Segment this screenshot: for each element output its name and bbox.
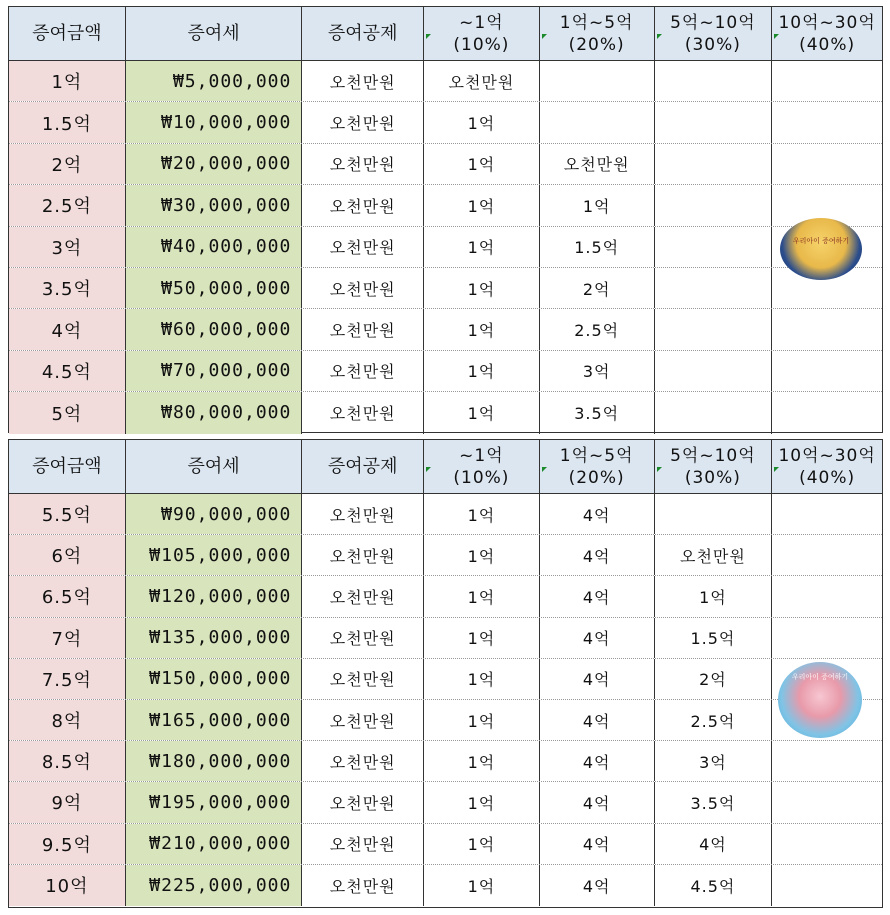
gift-tax-table-1: [8, 6, 883, 433]
bracket-10-cell: 1억: [424, 700, 540, 740]
bracket-20-cell: 4억: [540, 576, 655, 616]
table-row: [9, 61, 882, 102]
bracket-range: 5억~10억: [670, 12, 756, 33]
gift-amount-cell: 3.5억: [9, 268, 126, 308]
table-row: [9, 494, 882, 535]
gift-amount-cell: 6.5억: [9, 576, 126, 616]
bracket-20-cell: 4억: [540, 494, 655, 534]
gift-amount-cell: 4억: [9, 309, 126, 349]
bracket-40-cell: [772, 351, 882, 391]
gift-amount-cell: 8.5억: [9, 741, 126, 781]
table-row: [9, 659, 882, 700]
bracket-30-cell: [655, 61, 773, 101]
badge-title: 우리아이 증여하기: [791, 673, 849, 681]
gift-tax-cell: ₩90,000,000: [126, 494, 303, 534]
deduction-cell: 오천만원: [302, 535, 424, 575]
header-gift-deduction: 증여공제: [302, 7, 424, 60]
gift-tax-cell: ₩165,000,000: [126, 700, 303, 740]
gift-tax-cell: ₩150,000,000: [126, 659, 303, 699]
bracket-20-cell: 오천만원: [540, 144, 655, 184]
gift-amount-cell: 7.5억: [9, 659, 126, 699]
bracket-10-cell: 1억: [424, 865, 540, 906]
header-bracket-10: [424, 7, 540, 60]
header-gift-tax: 증여세: [126, 440, 303, 493]
bracket-40-cell: [772, 494, 882, 534]
bracket-40-cell: [772, 144, 882, 184]
gift-tax-table-2: [8, 439, 883, 908]
bracket-rate: (20%): [568, 467, 625, 488]
bracket-20-cell: 2억: [540, 268, 655, 308]
bracket-40-cell: [772, 392, 882, 433]
bracket-30-cell: 1.5억: [655, 618, 773, 658]
deduction-cell: 오천만원: [302, 824, 424, 864]
bracket-10-cell: 1억: [424, 618, 540, 658]
bracket-10-cell: 1억: [424, 309, 540, 349]
header-bracket-30: [655, 7, 773, 60]
gift-tax-cell: ₩20,000,000: [126, 144, 303, 184]
gift-tax-cell: ₩135,000,000: [126, 618, 303, 658]
bracket-20-cell: 4억: [540, 700, 655, 740]
bracket-range: 10억~30억: [778, 445, 876, 466]
gift-tax-cell: ₩50,000,000: [126, 268, 303, 308]
bracket-20-cell: 4억: [540, 535, 655, 575]
bracket-10-cell: 1억: [424, 824, 540, 864]
bracket-30-cell: [655, 309, 773, 349]
header-gift-amount: 증여금액: [9, 7, 126, 60]
header-bracket-20: [540, 440, 655, 493]
gift-amount-cell: 7억: [9, 618, 126, 658]
gift-tax-cell: ₩195,000,000: [126, 782, 303, 822]
bracket-30-cell: [655, 392, 773, 433]
table-row: [9, 102, 882, 143]
bracket-10-cell: 1억: [424, 782, 540, 822]
bracket-10-cell: 1억: [424, 576, 540, 616]
bracket-rate: (40%): [799, 467, 856, 488]
bracket-40-cell: [772, 576, 882, 616]
deduction-cell: 오천만원: [302, 185, 424, 225]
table-row: [9, 227, 882, 268]
table-row: [9, 576, 882, 617]
bracket-rate: (30%): [684, 467, 741, 488]
table-row: [9, 309, 882, 350]
deduction-cell: 오천만원: [302, 576, 424, 616]
bracket-rate: (40%): [799, 34, 856, 55]
gift-tax-cell: ₩70,000,000: [126, 351, 303, 391]
header-gift-tax: 증여세: [126, 7, 303, 60]
bracket-30-cell: [655, 102, 773, 142]
bracket-20-cell: 4억: [540, 824, 655, 864]
deduction-cell: 오천만원: [302, 144, 424, 184]
gift-tax-cell: ₩30,000,000: [126, 185, 303, 225]
deduction-cell: 오천만원: [302, 61, 424, 101]
gift-tax-cell: ₩225,000,000: [126, 865, 303, 906]
bracket-20-cell: [540, 61, 655, 101]
header-gift-amount: 증여금액: [9, 440, 126, 493]
bracket-10-cell: 1억: [424, 102, 540, 142]
badge-title: 우리아이 증여하기: [792, 237, 850, 245]
bracket-10-cell: 1억: [424, 659, 540, 699]
table-header-row: [9, 7, 882, 61]
bracket-range: ~1억: [459, 445, 504, 466]
table-row: [9, 351, 882, 392]
bracket-10-cell: 1억: [424, 494, 540, 534]
bracket-30-cell: 오천만원: [655, 535, 773, 575]
bracket-range: 1억~5억: [559, 12, 634, 33]
gift-tax-cell: ₩120,000,000: [126, 576, 303, 616]
header-bracket-20: [540, 7, 655, 60]
header-bracket-40: [772, 7, 882, 60]
bracket-20-cell: 3억: [540, 351, 655, 391]
header-gift-deduction: 증여공제: [302, 440, 424, 493]
gift-tax-cell: ₩105,000,000: [126, 535, 303, 575]
bracket-30-cell: 2.5억: [655, 700, 773, 740]
bracket-rate: (10%): [453, 467, 510, 488]
deduction-cell: 오천만원: [302, 782, 424, 822]
gift-amount-cell: 6억: [9, 535, 126, 575]
bracket-40-cell: [772, 865, 882, 906]
table-row: [9, 782, 882, 823]
bracket-20-cell: 4억: [540, 782, 655, 822]
bracket-rate: (30%): [684, 34, 741, 55]
table-header-row: [9, 440, 882, 494]
table-row: [9, 185, 882, 226]
bracket-30-cell: [655, 351, 773, 391]
deduction-cell: 오천만원: [302, 227, 424, 267]
gift-amount-cell: 1.5억: [9, 102, 126, 142]
bracket-range: 1억~5억: [559, 445, 634, 466]
book-cover-badge-icon: [778, 662, 862, 738]
bracket-30-cell: [655, 144, 773, 184]
bracket-40-cell: [772, 102, 882, 142]
bracket-rate: (20%): [568, 34, 625, 55]
deduction-cell: 오천만원: [302, 865, 424, 906]
bracket-10-cell: 1억: [424, 268, 540, 308]
bracket-10-cell: 1억: [424, 185, 540, 225]
table-body: [9, 61, 882, 434]
bracket-range: 5억~10억: [670, 445, 756, 466]
book-cover-badge-icon: [780, 218, 862, 280]
table-row: [9, 618, 882, 659]
deduction-cell: 오천만원: [302, 494, 424, 534]
table-row: [9, 741, 882, 782]
bracket-30-cell: [655, 494, 773, 534]
deduction-cell: 오천만원: [302, 102, 424, 142]
bracket-30-cell: 3.5억: [655, 782, 773, 822]
deduction-cell: 오천만원: [302, 700, 424, 740]
deduction-cell: 오천만원: [302, 741, 424, 781]
bracket-range: ~1억: [459, 12, 504, 33]
bracket-20-cell: 1.5억: [540, 227, 655, 267]
gift-tax-cell: ₩80,000,000: [126, 392, 303, 433]
bracket-40-cell: [772, 309, 882, 349]
gift-amount-cell: 1억: [9, 61, 126, 101]
deduction-cell: 오천만원: [302, 309, 424, 349]
bracket-10-cell: 1억: [424, 535, 540, 575]
bracket-40-cell: [772, 618, 882, 658]
bracket-30-cell: [655, 268, 773, 308]
deduction-cell: 오천만원: [302, 351, 424, 391]
table-row: [9, 700, 882, 741]
gift-tax-cell: ₩5,000,000: [126, 61, 303, 101]
bracket-40-cell: [772, 61, 882, 101]
bracket-30-cell: 4.5억: [655, 865, 773, 906]
deduction-cell: 오천만원: [302, 618, 424, 658]
bracket-20-cell: 4억: [540, 618, 655, 658]
bracket-20-cell: 4억: [540, 741, 655, 781]
header-bracket-10: [424, 440, 540, 493]
bracket-20-cell: 2.5억: [540, 309, 655, 349]
bracket-20-cell: 3.5억: [540, 392, 655, 433]
bracket-10-cell: 1억: [424, 392, 540, 433]
bracket-10-cell: 1억: [424, 741, 540, 781]
bracket-30-cell: 4억: [655, 824, 773, 864]
header-bracket-40: [772, 440, 882, 493]
bracket-40-cell: [772, 782, 882, 822]
table-row: [9, 535, 882, 576]
gift-amount-cell: 4.5억: [9, 351, 126, 391]
table-row: [9, 392, 882, 433]
deduction-cell: 오천만원: [302, 268, 424, 308]
deduction-cell: 오천만원: [302, 392, 424, 433]
bracket-range: 10억~30억: [778, 12, 876, 33]
gift-amount-cell: 2.5억: [9, 185, 126, 225]
gift-amount-cell: 2억: [9, 144, 126, 184]
bracket-10-cell: 오천만원: [424, 61, 540, 101]
bracket-10-cell: 1억: [424, 227, 540, 267]
table-row: [9, 268, 882, 309]
gift-tax-cell: ₩60,000,000: [126, 309, 303, 349]
gift-tax-cell: ₩10,000,000: [126, 102, 303, 142]
bracket-10-cell: 1억: [424, 144, 540, 184]
bracket-20-cell: 4억: [540, 865, 655, 906]
bracket-20-cell: 4억: [540, 659, 655, 699]
bracket-30-cell: 1억: [655, 576, 773, 616]
table-body: [9, 494, 882, 906]
table-row: [9, 824, 882, 865]
bracket-30-cell: 2억: [655, 659, 773, 699]
bracket-30-cell: [655, 227, 773, 267]
gift-amount-cell: 5억: [9, 392, 126, 433]
bracket-30-cell: 3억: [655, 741, 773, 781]
bracket-20-cell: 1억: [540, 185, 655, 225]
gift-amount-cell: 9억: [9, 782, 126, 822]
gift-amount-cell: 8억: [9, 700, 126, 740]
bracket-10-cell: 1억: [424, 351, 540, 391]
bracket-40-cell: [772, 824, 882, 864]
table-row: [9, 144, 882, 185]
bracket-20-cell: [540, 102, 655, 142]
gift-tax-cell: ₩180,000,000: [126, 741, 303, 781]
bracket-40-cell: [772, 535, 882, 575]
gift-amount-cell: 5.5억: [9, 494, 126, 534]
bracket-40-cell: [772, 741, 882, 781]
deduction-cell: 오천만원: [302, 659, 424, 699]
bracket-rate: (10%): [453, 34, 510, 55]
table-row: [9, 865, 882, 906]
gift-tax-cell: ₩40,000,000: [126, 227, 303, 267]
gift-amount-cell: 3억: [9, 227, 126, 267]
gift-amount-cell: 9.5억: [9, 824, 126, 864]
gift-tax-cell: ₩210,000,000: [126, 824, 303, 864]
gift-amount-cell: 10억: [9, 865, 126, 906]
bracket-30-cell: [655, 185, 773, 225]
header-bracket-30: [655, 440, 773, 493]
